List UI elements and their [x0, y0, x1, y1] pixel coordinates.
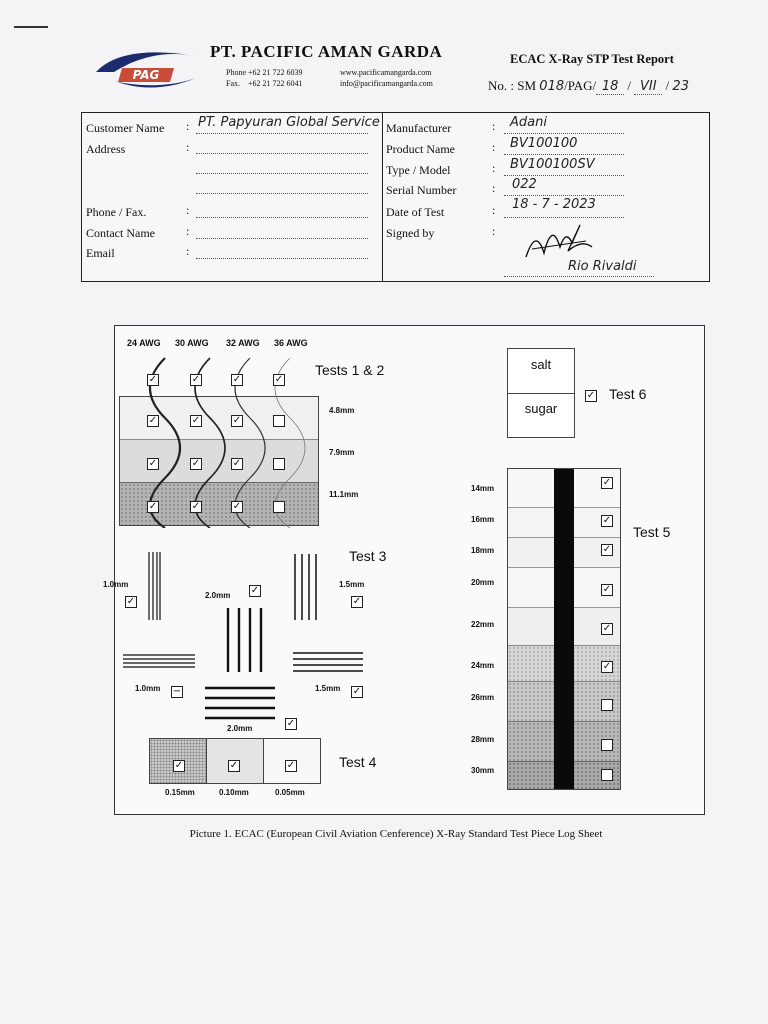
check-test3-d[interactable]: − — [172, 686, 182, 697]
product-label: Product Name — [386, 142, 455, 156]
email-line — [196, 258, 368, 259]
manufacturer-value: Adani — [510, 115, 547, 130]
check-test3-b[interactable]: ✓ — [250, 585, 260, 596]
colon: : — [186, 244, 190, 258]
step-label: 4.8mm — [329, 406, 355, 415]
report-number-prefix: SM — [517, 78, 537, 93]
step-label: 11.1mm — [329, 490, 359, 499]
check-test5-28[interactable] — [601, 739, 613, 751]
address-label: Address — [86, 142, 126, 156]
colon: : — [492, 119, 496, 133]
check-test5-18[interactable]: ✓ — [602, 544, 612, 555]
check-36awg-top[interactable]: ✓ — [274, 374, 284, 385]
type-line — [504, 175, 624, 176]
test4-label: Test 4 — [339, 754, 377, 770]
scan-mark — [14, 26, 48, 28]
logo-text: PAG — [132, 68, 160, 82]
serial-label: Serial Number — [386, 183, 457, 197]
test3-mark: 2.0mm — [205, 591, 231, 600]
check-32awg-7.9[interactable]: ✓ — [232, 458, 242, 469]
check-36awg-7.9[interactable] — [273, 458, 285, 470]
serial-line — [504, 195, 624, 196]
check-test3-c[interactable]: ✓ — [352, 596, 362, 607]
wedge-bar — [554, 469, 574, 789]
date-label: Date of Test — [386, 205, 445, 219]
test5-mark: 14mm — [471, 484, 495, 493]
date-value: 18 - 7 - 2023 — [512, 197, 596, 212]
company-fax: Fax. +62 21 722 6041 — [226, 79, 303, 88]
tests12-label: Tests 1 & 2 — [315, 362, 385, 378]
check-test4-0.05[interactable]: ✓ — [286, 760, 296, 771]
info-table — [81, 112, 710, 282]
figure-caption: Picture 1. ECAC (European Civil Aviation Cenference) X-Ray Standard Test Piece Log Sheet — [189, 828, 603, 840]
bars-2.0-horizontal — [205, 686, 275, 722]
colon: : — [492, 161, 496, 175]
check-36awg-4.8[interactable] — [273, 415, 285, 427]
test5-mark: 24mm — [471, 661, 495, 670]
address-line-3 — [196, 193, 368, 194]
check-32awg-4.8[interactable]: ✓ — [232, 415, 242, 426]
test6-divider — [508, 393, 574, 394]
report-number: No. : SM 018/PAG/ 18 / VII / 23 — [488, 78, 689, 94]
check-30awg-7.9[interactable]: ✓ — [191, 458, 201, 469]
test5-mark: 16mm — [471, 515, 495, 524]
company-email: info@pacificamangarda.com — [340, 79, 433, 88]
check-24awg-11.1[interactable]: ✓ — [148, 501, 158, 512]
bars-1.5-vertical — [293, 554, 319, 620]
check-test3-a[interactable]: ✓ — [126, 596, 136, 607]
test5-mark: 20mm — [471, 578, 495, 587]
phone-line — [196, 217, 368, 218]
stp-diagram — [103, 325, 705, 815]
test3-mark: 2.0mm — [227, 724, 253, 733]
awg-label: 36 AWG — [274, 338, 308, 348]
bars-2.0-vertical — [225, 608, 265, 672]
phone-label: Phone / Fax. — [86, 205, 147, 219]
report-month: VII — [634, 79, 662, 95]
colon: : — [186, 119, 190, 133]
check-test5-16[interactable]: ✓ — [602, 515, 612, 526]
test4-mark: 0.15mm — [165, 788, 195, 797]
check-test4-0.15[interactable]: ✓ — [174, 760, 184, 771]
manufacturer-label: Manufacturer — [386, 121, 452, 135]
colon: : — [186, 140, 190, 154]
report-number-mid: /PAG/ — [564, 78, 597, 93]
colon: : — [492, 203, 496, 217]
test5-mark: 22mm — [471, 620, 495, 629]
test3-mark: 1.0mm — [135, 684, 161, 693]
check-30awg-4.8[interactable]: ✓ — [191, 415, 201, 426]
company-website: www.pacificamangarda.com — [340, 68, 432, 77]
test4-mark: 0.05mm — [275, 788, 305, 797]
check-test3-f[interactable]: ✓ — [286, 718, 296, 729]
test6-sugar: sugar — [524, 401, 558, 416]
address-line-2 — [196, 173, 368, 174]
check-test5-20[interactable]: ✓ — [602, 584, 612, 595]
awg-label: 24 AWG — [127, 338, 161, 348]
product-line — [504, 154, 624, 155]
check-test5-22[interactable]: ✓ — [602, 623, 612, 634]
check-test4-0.10[interactable]: ✓ — [229, 760, 239, 771]
check-test5-24[interactable]: ✓ — [602, 661, 612, 672]
step-label: 7.9mm — [329, 448, 355, 457]
colon: : — [492, 181, 496, 195]
contact-label: Contact Name — [86, 226, 155, 240]
report-number-value: 018 — [539, 79, 565, 94]
test6-label: Test 6 — [609, 386, 647, 402]
test6-panel — [507, 348, 575, 438]
test6-salt: salt — [530, 357, 552, 372]
test3-mark: 1.5mm — [339, 580, 365, 589]
report-year: 23 — [672, 79, 689, 94]
test5-mark: 28mm — [471, 735, 495, 744]
colon: : — [492, 140, 496, 154]
check-36awg-11.1[interactable] — [273, 501, 285, 513]
bars-1.0-vertical — [147, 552, 161, 620]
customer-name-label: Customer Name — [86, 121, 165, 135]
check-test5-26[interactable] — [601, 699, 613, 711]
check-32awg-top[interactable]: ✓ — [232, 374, 242, 385]
bars-1.0-horizontal — [123, 654, 195, 668]
report-number-label: No. : — [488, 78, 514, 93]
manufacturer-line — [504, 133, 624, 134]
colon: : — [186, 203, 190, 217]
test4-mark: 0.10mm — [219, 788, 249, 797]
address-line-1 — [196, 153, 368, 154]
company-name: PT. PACIFIC AMAN GARDA — [210, 42, 443, 61]
test5-label: Test 5 — [633, 524, 671, 540]
company-logo — [92, 42, 202, 98]
customer-name-line — [196, 133, 368, 134]
check-test5-30[interactable] — [601, 769, 613, 781]
test3-label: Test 3 — [349, 548, 387, 564]
test5-mark: 18mm — [471, 546, 495, 555]
contact-line — [196, 238, 368, 239]
awg-label: 30 AWG — [175, 338, 209, 348]
info-divider — [382, 113, 383, 281]
check-24awg-4.8[interactable]: ✓ — [148, 415, 158, 426]
serial-value: 022 — [512, 177, 537, 192]
email-label: Email — [86, 246, 115, 260]
colon: : — [492, 224, 496, 238]
type-value: BV100100SV — [510, 157, 595, 172]
test3-mark: 1.0mm — [103, 580, 129, 589]
check-30awg-top[interactable]: ✓ — [191, 374, 201, 385]
awg-label: 32 AWG — [226, 338, 260, 348]
check-test6[interactable]: ✓ — [586, 390, 596, 401]
customer-name-value: PT. Papyuran Global Service — [198, 115, 380, 130]
signed-label: Signed by — [386, 226, 435, 240]
check-30awg-11.1[interactable]: ✓ — [191, 501, 201, 512]
check-24awg-top[interactable]: ✓ — [148, 374, 158, 385]
check-test3-e[interactable]: ✓ — [352, 686, 362, 697]
test5-mark: 26mm — [471, 693, 495, 702]
test3-mark: 1.5mm — [315, 684, 341, 693]
product-value: BV100100 — [510, 136, 578, 151]
company-phone: Phone +62 21 722 6039 — [226, 68, 303, 77]
report-title: ECAC X-Ray STP Test Report — [510, 52, 674, 66]
check-test5-14[interactable]: ✓ — [602, 477, 612, 488]
colon: : — [186, 224, 190, 238]
signer-line — [504, 276, 654, 277]
type-label: Type / Model — [386, 163, 451, 177]
check-32awg-11.1[interactable]: ✓ — [232, 501, 242, 512]
test5-mark: 30mm — [471, 766, 495, 775]
check-24awg-7.9[interactable]: ✓ — [148, 458, 158, 469]
signer-name: Rio Rivaldi — [568, 259, 637, 274]
report-day: 18 — [596, 79, 624, 95]
bars-1.5-horizontal — [293, 652, 363, 672]
